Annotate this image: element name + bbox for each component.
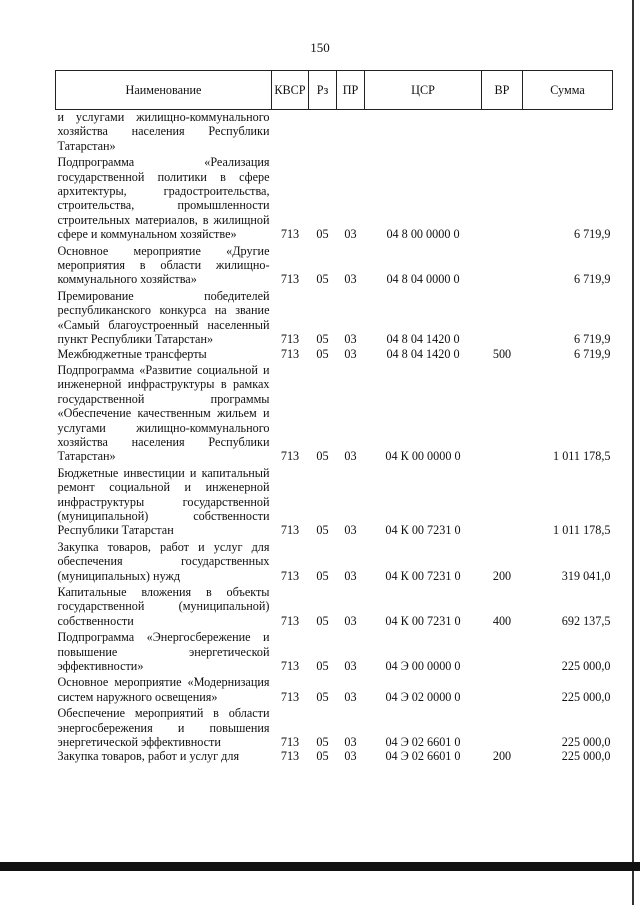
row-vr xyxy=(482,244,523,289)
row-csr: 04 8 04 1420 0 xyxy=(386,332,460,347)
row-sum: 6 719,9 xyxy=(573,227,611,242)
row-name: и услугами жилищно-коммунального хозяйства населения Республики Татарстан» xyxy=(57,110,270,153)
budget-table xyxy=(55,70,613,764)
row-name: Межбюджетные трансферты xyxy=(57,346,207,361)
row-sum: 225 000,0 xyxy=(561,749,611,764)
row-sum: 6 719,9 xyxy=(573,272,611,287)
row-kvsr: 713 xyxy=(280,749,300,764)
row-rz: 05 xyxy=(316,227,329,242)
row-csr: 04 К 00 0000 0 xyxy=(385,449,461,464)
row-vr xyxy=(482,363,523,466)
row-csr: 04 К 00 7231 0 xyxy=(385,613,461,628)
row-csr: 04 8 04 0000 0 xyxy=(386,272,460,287)
row-csr: 04 Э 02 6601 0 xyxy=(385,749,461,764)
row-rz: 05 xyxy=(316,332,329,347)
row-vr xyxy=(482,289,523,347)
table-row xyxy=(56,289,613,347)
row-csr: 04 Э 02 6601 0 xyxy=(385,735,461,750)
table-row xyxy=(56,706,613,749)
row-rz: 05 xyxy=(316,523,329,538)
row-vr: 400 xyxy=(492,613,512,628)
row-pr xyxy=(337,110,365,156)
row-sum: 692 137,5 xyxy=(561,613,611,628)
column-header-kvsr: КВСР xyxy=(272,71,309,110)
row-sum: 225 000,0 xyxy=(561,659,611,674)
row-name: Основное мероприятие «Другие мероприятия в области жилищно-коммунального хозяйства» xyxy=(57,243,270,287)
row-pr: 03 xyxy=(344,568,357,583)
row-sum: 1 011 178,5 xyxy=(553,523,611,538)
table-row xyxy=(56,585,613,630)
row-vr xyxy=(482,110,523,156)
row-name: Подпрограмма «Энергосбережение и повышение энергетической эффективности» xyxy=(57,630,270,674)
row-vr xyxy=(482,155,523,243)
row-sum: 6 719,9 xyxy=(573,346,611,361)
scan-edge-line xyxy=(632,0,634,905)
table-row xyxy=(56,347,613,363)
column-header-rz: Рз xyxy=(309,71,337,110)
row-pr: 03 xyxy=(344,272,357,287)
table-body xyxy=(56,110,613,764)
row-rz: 05 xyxy=(316,613,329,628)
row-csr: 04 К 00 7231 0 xyxy=(385,568,461,583)
row-vr xyxy=(482,466,523,540)
table-row xyxy=(56,155,613,243)
row-csr xyxy=(365,110,482,156)
row-pr: 03 xyxy=(344,749,357,764)
row-sum: 225 000,0 xyxy=(561,689,611,704)
row-pr: 03 xyxy=(344,332,357,347)
page-number: 150 xyxy=(310,40,330,55)
row-rz xyxy=(309,110,337,156)
table-row xyxy=(56,363,613,466)
row-vr xyxy=(482,675,523,706)
table-row xyxy=(56,244,613,289)
column-header-name: Наименование xyxy=(56,71,272,110)
table-row xyxy=(56,540,613,585)
column-header-vr: ВР xyxy=(482,71,523,110)
row-sum xyxy=(523,110,613,156)
column-header-pr: ПР xyxy=(337,71,365,110)
row-pr: 03 xyxy=(344,735,357,750)
row-rz: 05 xyxy=(316,449,329,464)
table-row xyxy=(56,466,613,540)
row-name: Капитальные вложения в объекты государственной (муниципальной) собственности xyxy=(57,585,270,628)
scan-bottom-bar xyxy=(0,862,640,871)
row-pr: 03 xyxy=(344,449,357,464)
row-vr xyxy=(482,706,523,749)
column-header-csr: ЦСР xyxy=(365,71,482,110)
row-pr: 03 xyxy=(344,659,357,674)
row-name: Премирование победителей республиканского конкурса на звание «Самый благоустроенный населенный пункт Республики Татарстан» xyxy=(57,288,270,347)
row-kvsr: 713 xyxy=(280,523,300,538)
row-kvsr: 713 xyxy=(280,659,300,674)
row-pr: 03 xyxy=(344,689,357,704)
row-name: Подпрограмма «Реализация государственной политики в сфере архитектуры, градостроительства, строительства, промышленности строительных материалов, в жилищной сфере и коммунальном хозяйстве» xyxy=(57,155,270,242)
row-rz: 05 xyxy=(316,659,329,674)
table-row xyxy=(56,675,613,706)
row-name: Обеспечение мероприятий в области энергосбережения и повышения энергетической эффективности xyxy=(57,706,270,750)
row-pr: 03 xyxy=(344,227,357,242)
row-name: Подпрограмма «Развитие социальной и инженерной инфраструктуры в рамках государственной программы «Обеспечение качественным жильем и услугами жилищно-коммунального хозяйства населения Республики Татарстан» xyxy=(57,362,270,464)
row-vr xyxy=(482,630,523,675)
row-csr: 04 Э 00 0000 0 xyxy=(385,659,461,674)
row-kvsr: 713 xyxy=(280,346,300,361)
table-header-row xyxy=(56,71,613,110)
row-sum: 1 011 178,5 xyxy=(553,449,611,464)
row-kvsr: 713 xyxy=(280,449,300,464)
row-csr: 04 К 00 7231 0 xyxy=(385,523,461,538)
row-kvsr: 713 xyxy=(280,332,300,347)
row-sum: 225 000,0 xyxy=(561,735,611,750)
row-csr: 04 Э 02 0000 0 xyxy=(385,689,461,704)
row-kvsr: 713 xyxy=(280,272,300,287)
row-kvsr: 713 xyxy=(280,613,300,628)
row-rz: 05 xyxy=(316,272,329,287)
row-pr: 03 xyxy=(344,613,357,628)
row-csr: 04 8 00 0000 0 xyxy=(386,227,460,242)
row-kvsr: 713 xyxy=(280,227,300,242)
row-kvsr: 713 xyxy=(280,568,300,583)
row-pr: 03 xyxy=(344,523,357,538)
row-kvsr xyxy=(272,110,309,156)
row-rz: 05 xyxy=(316,749,329,764)
table-row xyxy=(56,749,613,763)
row-vr: 200 xyxy=(492,568,512,583)
row-kvsr: 713 xyxy=(280,735,300,750)
table-row xyxy=(56,630,613,675)
row-csr: 04 8 04 1420 0 xyxy=(386,346,460,361)
row-name: Основное мероприятие «Модернизация систем наружного освещения» xyxy=(57,675,270,704)
row-rz: 05 xyxy=(316,735,329,750)
row-kvsr: 713 xyxy=(280,689,300,704)
table-row xyxy=(56,110,613,156)
row-name: Закупка товаров, работ и услуг для xyxy=(57,749,240,764)
row-sum: 319 041,0 xyxy=(561,568,611,583)
row-name: Бюджетные инвестиции и капитальный ремонт социальной и инженерной инфраструктуры государственной (муниципальной) собственности Республики Татарстан xyxy=(57,465,270,538)
row-name: Закупка товаров, работ и услуг для обеспечения государственных (муниципальных) нужд xyxy=(57,539,270,583)
row-rz: 05 xyxy=(316,346,329,361)
column-header-sum: Сумма xyxy=(523,71,613,110)
row-sum: 6 719,9 xyxy=(573,332,611,347)
row-vr: 200 xyxy=(492,749,512,764)
row-vr: 500 xyxy=(492,346,512,361)
row-pr: 03 xyxy=(344,346,357,361)
row-rz: 05 xyxy=(316,689,329,704)
row-rz: 05 xyxy=(316,568,329,583)
